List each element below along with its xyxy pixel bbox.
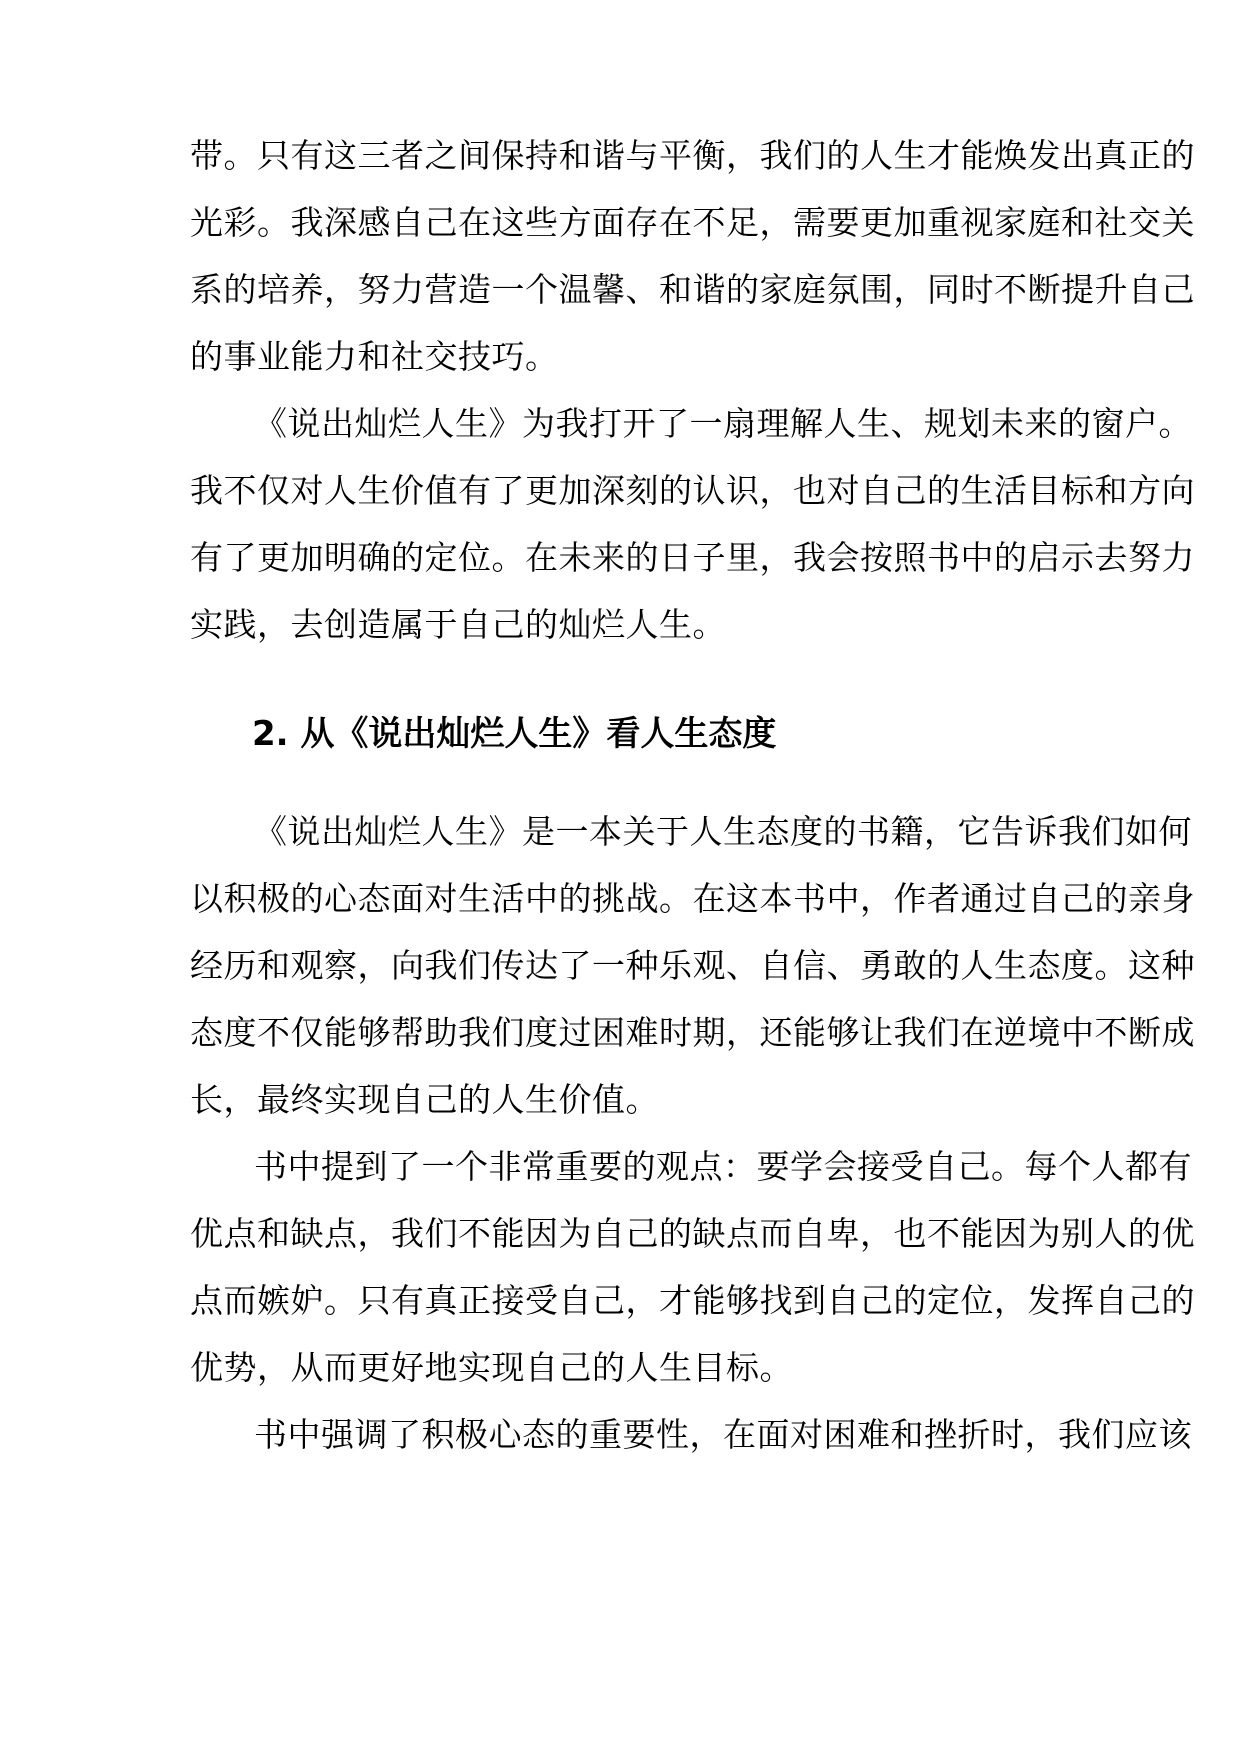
paragraph-line: 我不仅对人生价值有了更加深刻的认识，也对自己的生活目标和方向	[190, 471, 1195, 510]
paragraph-line: 点而嫉妒。只有真正接受自己，才能够找到自己的定位，发挥自己的	[190, 1281, 1195, 1320]
paragraph-line: 长，最终实现自己的人生价值。	[190, 1080, 659, 1119]
paragraph-line: 有了更加明确的定位。在未来的日子里，我会按照书中的启示去努力	[190, 538, 1195, 577]
paragraph-line: 带。只有这三者之间保持和谐与平衡，我们的人生才能焕发出真正的	[190, 136, 1195, 175]
paragraph-line: 《说出灿烂人生》为我打开了一扇理解人生、规划未来的窗户。	[254, 404, 1192, 443]
paragraph-line: 书中提到了一个非常重要的观点：要学会接受自己。每个人都有	[254, 1147, 1192, 1186]
paragraph-line: 实践，去创造属于自己的灿烂人生。	[190, 605, 726, 644]
paragraph-line: 《说出灿烂人生》是一本关于人生态度的书籍，它告诉我们如何	[254, 812, 1192, 851]
paragraph-line: 书中强调了积极心态的重要性，在面对困难和挫折时，我们应该	[254, 1415, 1192, 1454]
paragraph-line: 以积极的心态面对生活中的挑战。在这本书中，作者通过自己的亲身	[190, 879, 1195, 918]
paragraph-line: 优势，从而更好地实现自己的人生目标。	[190, 1348, 793, 1387]
section-heading: 2. 从《说出灿烂人生》看人生态度	[252, 714, 777, 754]
paragraph-line: 系的培养，努力营造一个温馨、和谐的家庭氛围，同时不断提升自己	[190, 270, 1195, 309]
paragraph-line: 光彩。我深感自己在这些方面存在不足，需要更加重视家庭和社交关	[190, 203, 1195, 242]
paragraph-line: 经历和观察，向我们传达了一种乐观、自信、勇敢的人生态度。这种	[190, 946, 1195, 985]
paragraph-line: 态度不仅能够帮助我们度过困难时期，还能够让我们在逆境中不断成	[190, 1013, 1195, 1052]
paragraph-line: 优点和缺点，我们不能因为自己的缺点而自卑，也不能因为别人的优	[190, 1214, 1195, 1253]
paragraph-line: 的事业能力和社交技巧。	[190, 337, 559, 376]
